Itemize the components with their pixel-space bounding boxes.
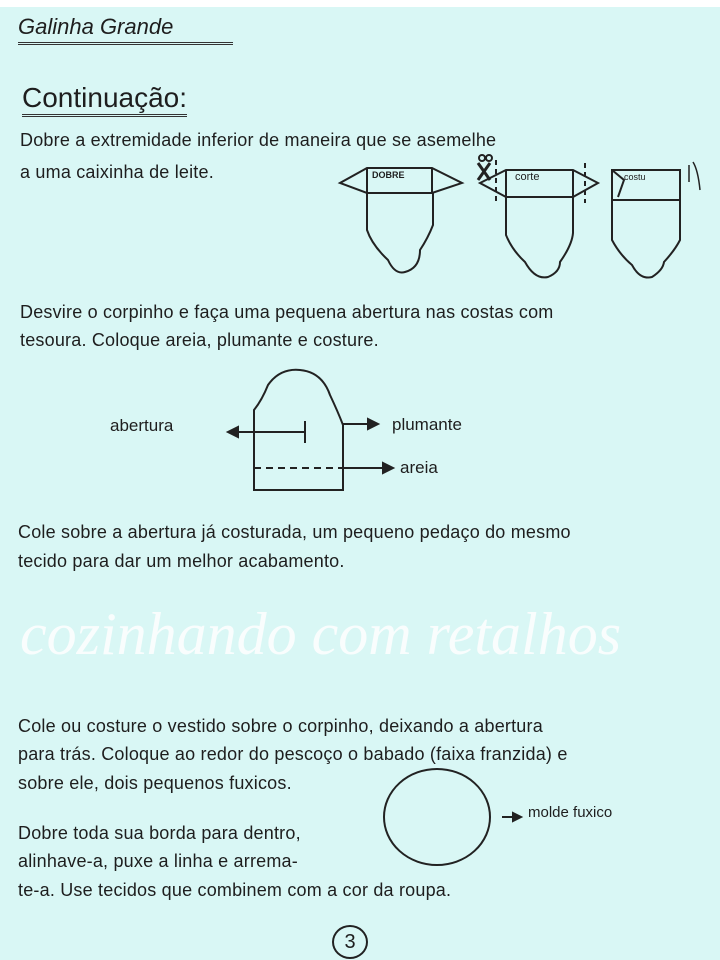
diagram-label-dobre: DOBRE (372, 170, 405, 180)
fold-diagram-dobre (340, 168, 462, 273)
section-heading: Continuação: (22, 82, 187, 117)
paragraph-line: Cole ou costure o vestido sobre o corpinho, deixando a abertura (18, 716, 543, 736)
label-plumante: plumante (392, 415, 462, 434)
paragraph-line: alinhave-a, puxe a linha e arrema- (18, 851, 298, 871)
needle-icon (689, 162, 700, 190)
body-opening-diagram (228, 370, 393, 490)
paragraph-line: tesoura. Coloque areia, plumante e costure. (20, 330, 379, 350)
label-areia: areia (400, 458, 438, 477)
label-molde-fuxico: molde fuxico (528, 804, 613, 821)
page-number: 3 (332, 925, 368, 959)
paragraph-line: Cole sobre a abertura já costurada, um pequeno pedaço do mesmo (18, 522, 571, 542)
paragraph-line: para trás. Coloque ao redor do pescoço o babado (faixa franzida) e (18, 744, 568, 764)
paragraph-line: Desvire o corpinho e faça uma pequena abertura nas costas com (20, 302, 554, 322)
paragraph-line: te-a. Use tecidos que combinem com a cor da roupa. (18, 880, 452, 900)
watermark: cozinhando com retalhos (20, 601, 622, 667)
page-title: Galinha Grande (18, 14, 233, 45)
paragraph-line: Dobre toda sua borda para dentro, (18, 823, 301, 843)
paragraph-line: Dobre a extremidade inferior de maneira que se asemelhe (20, 130, 497, 150)
diagram-label-corte: corte (515, 171, 540, 183)
fuxico-template-diagram (384, 769, 521, 865)
paragraph-line: tecido para dar um melhor acabamento. (18, 551, 345, 571)
paragraph-line: a uma caixinha de leite. (20, 162, 214, 182)
diagram-label-costure: costu (624, 172, 646, 182)
paragraph-line: sobre ele, dois pequenos fuxicos. (18, 773, 292, 793)
label-abertura: abertura (110, 416, 174, 435)
scissors-icon (478, 163, 490, 180)
